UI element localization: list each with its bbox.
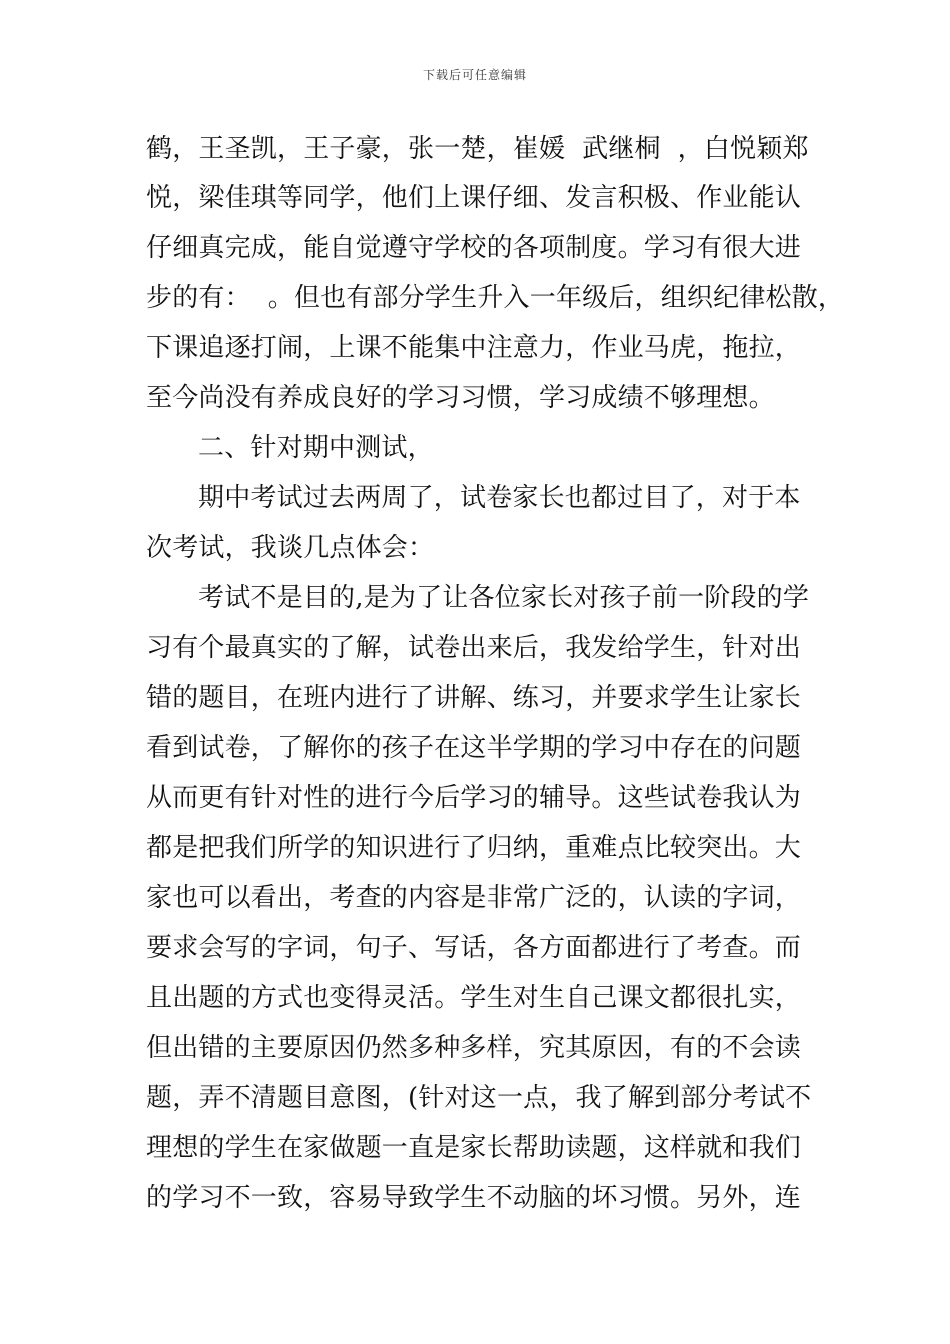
text-line: 的学习不一致，容易导致学生不动脑的坏习惯。另外，连	[146, 1183, 802, 1213]
page-header-note: 下载后可任意编辑	[422, 68, 527, 82]
section-heading: 二、针对期中测试，	[198, 433, 434, 463]
text-line: 下课追逐打闹，上课不能集中注意力，作业马虎，拖拉，	[146, 333, 802, 363]
text-line: 次考试，我谈几点体会：	[146, 533, 435, 563]
text-line: 悦，梁佳琪等同学，他们上课仔细、发言积极、作业能认	[146, 183, 802, 213]
text-line: 考试不是目的,是为了让各位家长对孩子前一阶段的学	[198, 583, 810, 613]
text-line: 习有个最真实的了解，试卷出来后，我发给学生，针对出	[146, 633, 802, 663]
text-line: 看到试卷，了解你的孩子在这半学期的学习中存在的问题	[146, 733, 802, 763]
text-line: 鹤，王圣凯，王子豪，张一楚，崔媛 武继桐 ，白悦颖郑	[146, 134, 809, 164]
text-line: 期中考试过去两周了，试卷家长也都过目了，对于本	[198, 483, 801, 513]
text-line: 错的题目，在班内进行了讲解、练习，并要求学生让家长	[146, 683, 802, 713]
text-line: 从而更有针对性的进行今后学习的辅导。这些试卷我认为	[146, 783, 802, 813]
text-line: 仔细真完成，能自觉遵守学校的各项制度。学习有很大进	[146, 233, 802, 263]
text-line: 要求会写的字词，句子、写话，各方面都进行了考查。而	[146, 933, 802, 963]
text-line: 步的有： 。但也有部分学生升入一年级后，组织纪律松散，	[146, 283, 845, 313]
text-line: 家也可以看出，考查的内容是非常广泛的，认读的字词，	[146, 883, 802, 913]
text-line: 都是把我们所学的知识进行了归纳，重难点比较突出。大	[146, 833, 802, 863]
text-line: 题，弄不清题目意图，(针对这一点，我了解到部分考试不	[146, 1083, 812, 1113]
text-line: 且出题的方式也变得灵活。学生对生自己课文都很扎实，	[146, 983, 802, 1013]
text-line: 至今尚没有养成良好的学习习惯，学习成绩不够理想。	[146, 383, 775, 413]
text-line: 但出错的主要原因仍然多种多样，究其原因，有的不会读	[146, 1033, 802, 1063]
text-line: 理想的学生在家做题一直是家长帮助读题，这样就和我们	[146, 1133, 802, 1163]
